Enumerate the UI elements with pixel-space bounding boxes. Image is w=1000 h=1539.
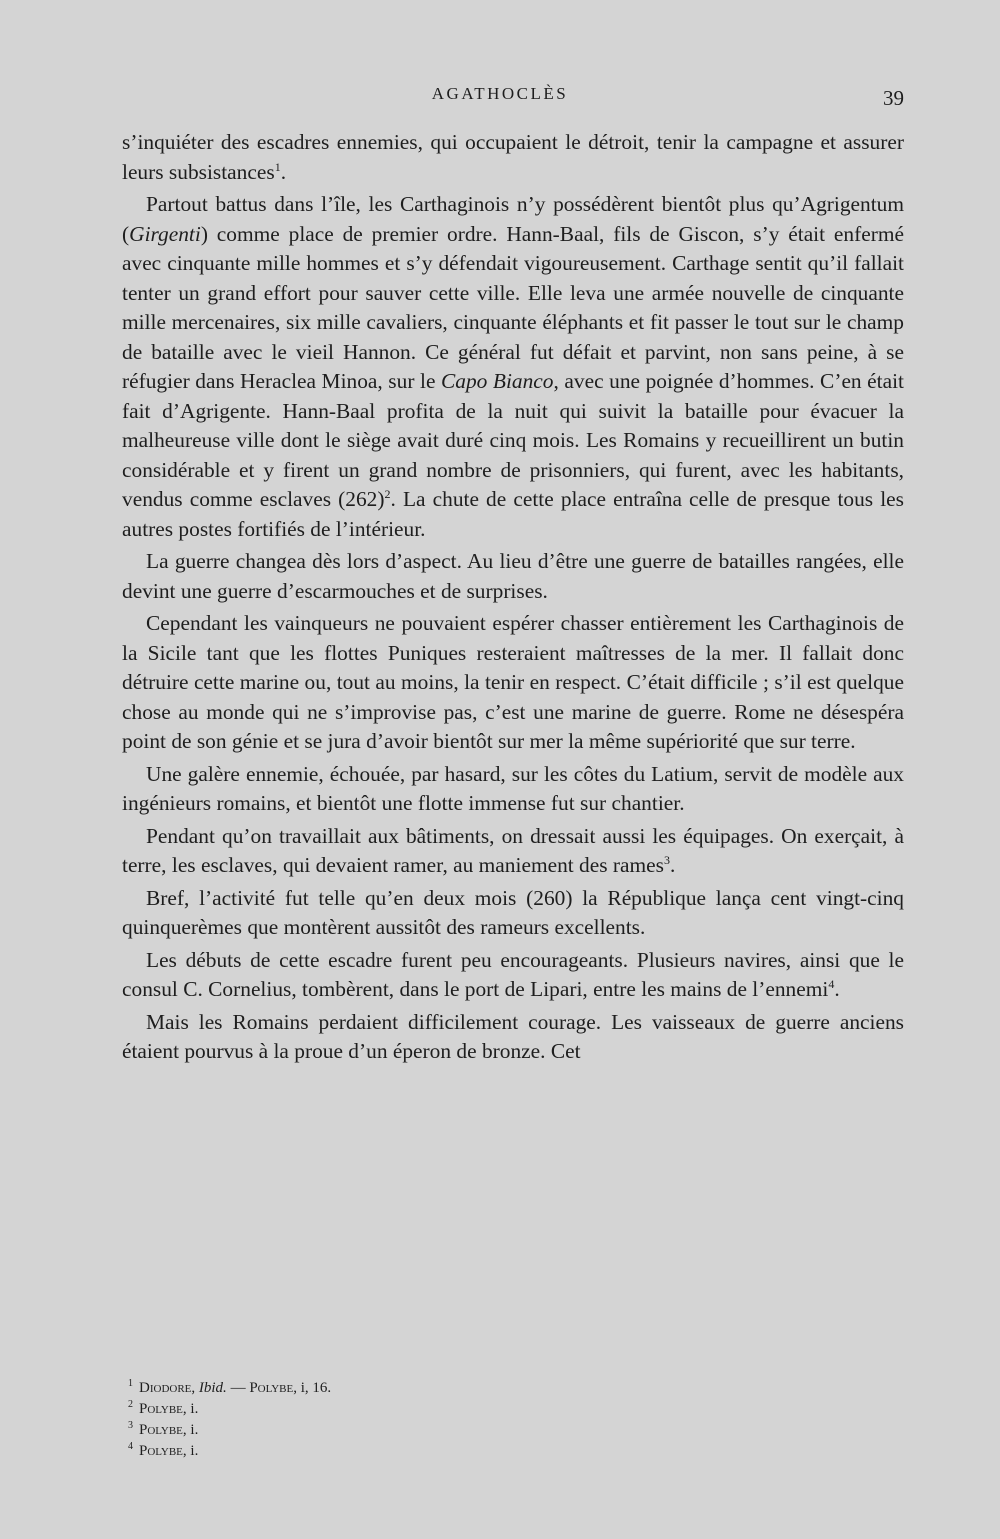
footnote-ref: 3 [664, 852, 670, 867]
text-run: , i. [182, 1422, 199, 1438]
text-run: , i. [182, 1443, 199, 1459]
footnote [128, 1399, 628, 1420]
text-run: Les débuts de cette escadre furent peu encourageants. Plusieurs navires, ainsi que le consul C. Cornelius, tombèrent, dans le port de Lipari, entre les mains de l’ennemi [122, 947, 904, 1001]
footnote-number: 1 [128, 1378, 133, 1389]
text-run: Cependant les vainqueurs ne pouvaient espérer chasser entièrement les Carthaginois de la Sicile tant que les flottes Puniques resteraient maîtresses de la mer. Il fallait donc détruire cette marine ou, tout au moins, la tenir en respect. C’était difficile ; s’il est quelque chose au monde qui ne s’improvise pas, c’est une marine de guerre. Rome ne désespéra point de son génie et se jura d’avoir bientôt sur mer la même supériorité que sur terre. [122, 611, 904, 753]
text-run: ) comme place de premier ordre. Hann-Baal, fils de Giscon, s’y était enfermé avec cinquante mille hommes et s’y défendait vigoureusement. Carthage sentit qu’il fallait tenter un grand effort pour sauver cette ville. Elle leva une armée nouvelle de cinquante mille mercenaires, six mille cavaliers, cinquante éléphants et fit passer le tout sur le champ de bataille avec le vieil Hannon. Ce général fut défait et parvint, non sans peine, à se réfugier dans Heraclea Minoa, sur le [122, 221, 904, 393]
text-run: . [834, 977, 840, 1001]
footnote-number: 3 [128, 1420, 133, 1431]
text-run: Pendant qu’on travaillait aux bâtiments, on dressait aussi les équipages. On exerçait, à terre, les esclaves, qui devaient ramer, au maniement des rames [122, 823, 904, 877]
paragraph [122, 884, 904, 943]
footnote-number: 2 [128, 1399, 133, 1410]
page-number: 39 [883, 86, 904, 110]
paragraph [122, 609, 904, 757]
author-name: Polybe [139, 1401, 183, 1417]
paragraph [122, 190, 904, 544]
text-run: , [191, 1380, 199, 1396]
text-run: , avec une poignée d’hommes. C’en était fait d’Agrigente. Hann-Baal profita de la nuit qui suivit la bataille pour évacuer la malheureuse ville dont le siège avait duré cinq mois. Les Romains y recueillirent un butin considérable et y firent un grand nombre de prisonniers, qui furent, avec les habitants, vendus comme esclaves (262) [122, 369, 904, 511]
footnote [128, 1420, 628, 1441]
footnote [128, 1441, 628, 1462]
paragraph [122, 547, 904, 606]
paragraph [122, 946, 904, 1005]
italic-text: Girgenti [129, 221, 201, 246]
text-run: . [280, 159, 287, 184]
italic-text: Ibid. [198, 1380, 227, 1396]
text-run: s’inquiéter des escadres ennemies, qui occupaient le détroit, tenir la campagne et assurer leurs subsistances [122, 130, 904, 184]
text-run: , i, 16. [293, 1380, 332, 1396]
text-run: Une galère ennemie, échouée, par hasard, sur les côtes du Latium, servit de modèle aux ingénieurs romains, et bientôt une flotte immense fut sur chantier. [122, 761, 904, 815]
text-run: , i. [182, 1401, 199, 1417]
text-run: . La chute de cette place entraîna celle de presque tous les autres postes fortifiés de l’intérieur. [122, 487, 905, 541]
footnote [128, 1378, 628, 1399]
text-run: La guerre changea dès lors d’aspect. Au lieu d’être une guerre de batailles rangées, elle devint une guerre d’escarmouches et de surprises. [122, 549, 904, 603]
footnote-ref: 4 [828, 976, 835, 991]
text-run: Mais les Romains perdaient difficilement courage. Les vaisseaux de guerre anciens étaient pourvus à la proue d’un éperon de bronze. Cet [122, 1009, 904, 1063]
footnotes [128, 1378, 628, 1462]
body-text [122, 128, 904, 1067]
author-name: Polybe [139, 1443, 183, 1459]
italic-text: Capo Bianco [441, 369, 554, 393]
paragraph [122, 1008, 904, 1067]
author-name: Diodore [139, 1380, 192, 1396]
author-name: Polybe [249, 1380, 294, 1396]
paragraph [122, 822, 904, 881]
text-run: . [670, 853, 676, 877]
footnote-ref: 1 [274, 159, 281, 174]
text-run: Bref, l’activité fut telle qu’en deux mois (260) la République lança cent vingt-cinq quinquerèmes que montèrent aussitôt des rameurs excellents. [122, 885, 904, 939]
running-title: AGATHOCLÈS [431, 84, 569, 103]
text-run: — [226, 1380, 250, 1396]
paragraph [122, 128, 904, 187]
author-name: Polybe [139, 1422, 183, 1438]
footnote-ref: 2 [384, 486, 391, 501]
text-run: Partout battus dans l’île, les Carthaginois n’y possédèrent bientôt plus qu’Agrigentum ( [122, 192, 904, 246]
footnote-number: 4 [128, 1441, 133, 1452]
paragraph [122, 760, 904, 819]
